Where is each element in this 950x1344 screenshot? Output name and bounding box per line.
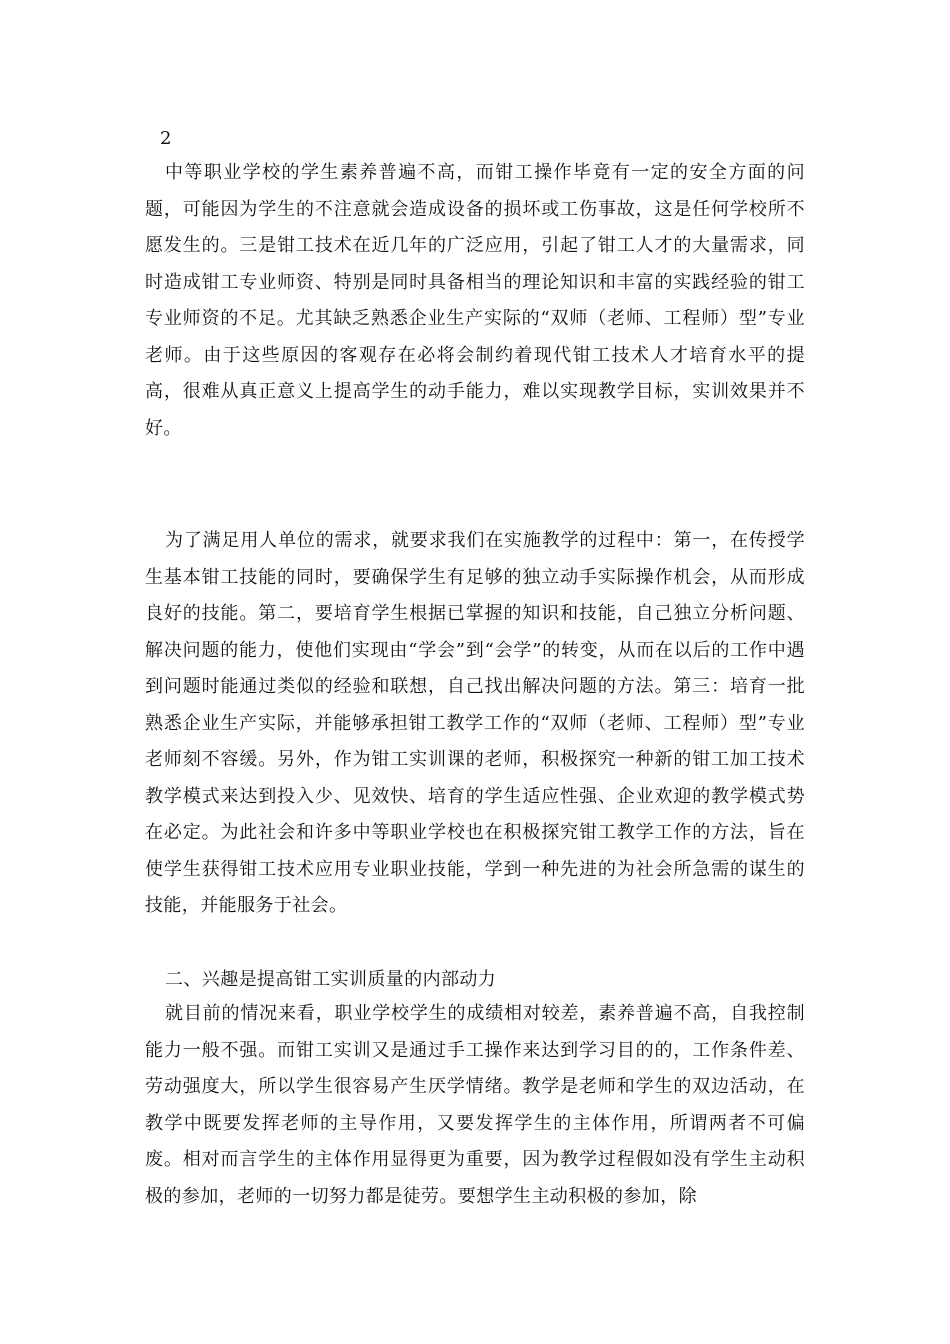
paragraph-3: 就目前的情况来看，职业学校学生的成绩相对较差，素养普遍不高，自我控制能力一般不强。而钳工实训又是通过手工操作来达到学习目的的，工作条件差、劳动强度大，所以学生很容易产生厌学情绪。教学是老师和学生的双边活动，在教学中既要发挥老师的主导作用，又要发挥学生的主体作用，所谓两者不可偏废。相对而言学生的主体作用显得更为重要，因为教学过程假如没有学生主动积极的参加，老师的一切努力都是徒劳。要想学生主动积极的参加，除 (145, 1003, 805, 1207)
paragraph-2: 为了满足用人单位的需求，就要求我们在实施教学的过程中：第一，在传授学生基本钳工技能的同时，要确保学生有足够的独立动手实际操作机会，从而形成良好的技能。第二，要培育学生根据已掌握的知识和技能，自己独立分析问题、解决问题的能力，使他们实现由“学会”到“会学”的转变，从而在以后的工作中遇到问题时能通过类似的经验和联想，自己找出解决问题的方法。第三：培育一批熟悉企业生产实际，并能够承担钳工教学工作的“双师（老师、工程师）型”专业老师刻不容缓。另外，作为钳工实训课的老师，积极探究一种新的钳工加工技术教学模式来达到投入少、见效快、培育的学生适应性强、企业欢迎的教学模式势在必定。为此社会和许多中等职业学校也在积极探究钳工教学工作的方法，旨在使学生获得钳工技术应用专业职业技能，学到一种先进的为社会所急需的谋生的技能，并能服务于社会。 (145, 530, 805, 916)
section-heading: 二、兴趣是提高钳工实训质量的内部动力 (165, 969, 497, 990)
paragraph-1: 中等职业学校的学生素养普遍不高，而钳工操作毕竟有一定的安全方面的问题，可能因为学生的不注意就会造成设备的损坏或工伤事故，这是任何学校所不愿发生的。三是钳工技术在近几年的广泛应用，引起了钳工人才的大量需求，同时造成钳工专业师资、特别是同时具备相当的理论知识和丰富的实践经验的钳工专业师资的不足。尤其缺乏熟悉企业生产实际的“双师（老师、工程师）型”专业老师。由于这些原因的客观存在必将会制约着现代钳工技术人才培育水平的提高，很难从真正意义上提高学生的动手能力，难以实现教学目标，实训效果并不好。 (145, 162, 805, 439)
page-number: 2 (160, 128, 172, 149)
